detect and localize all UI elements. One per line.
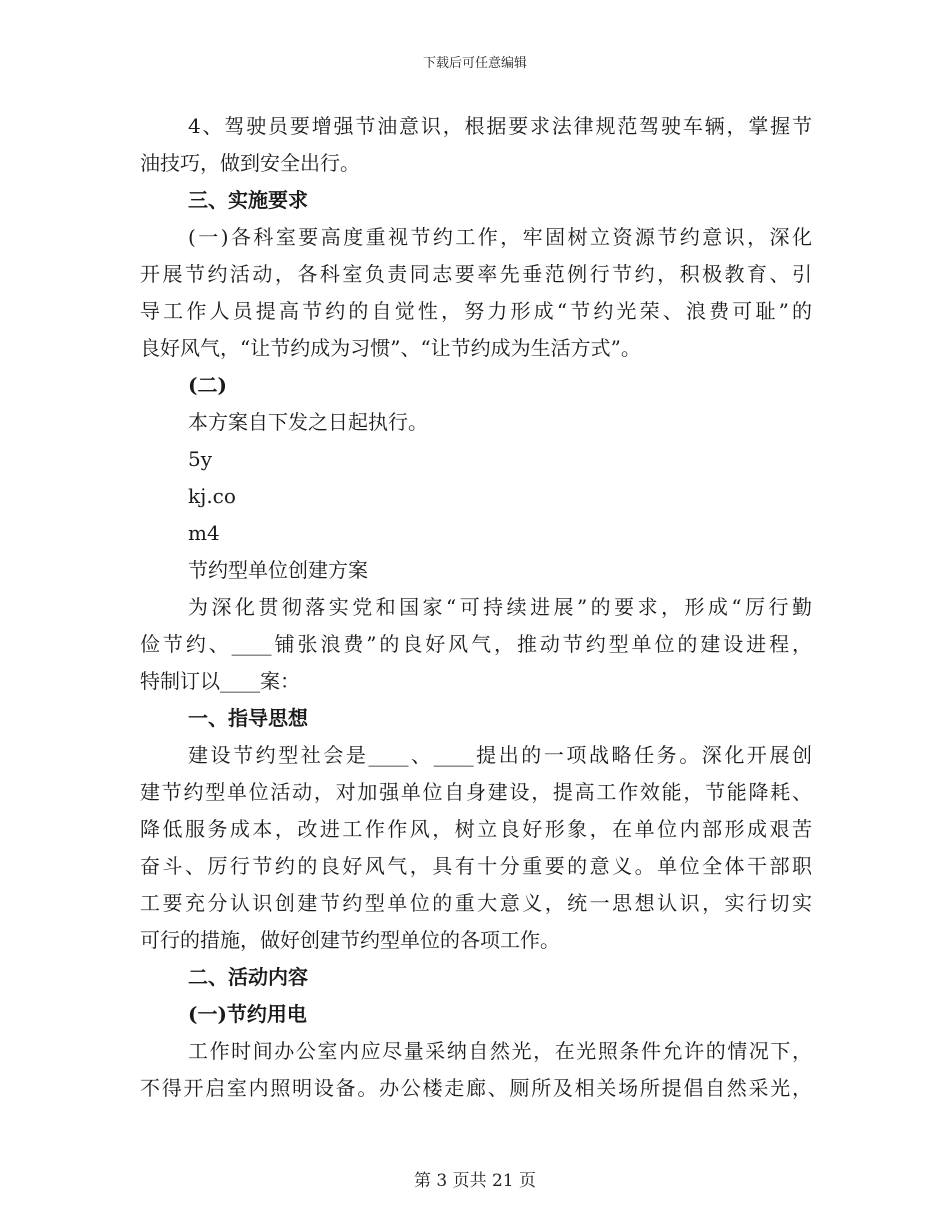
page-footer: 第 3 页共 21 页 bbox=[413, 1171, 537, 1191]
paragraph-line: 导工作人员提高节约的自觉性，努力形成“节约光荣、浪费可耻”的 bbox=[140, 299, 812, 323]
subsection-heading: (一)节约用电 bbox=[188, 1002, 307, 1026]
paragraph-line: 可行的措施，做好创建节约型单位的各项工作。 bbox=[140, 928, 560, 952]
document-title: 节约型单位创建方案 bbox=[188, 558, 368, 582]
paragraph-line: 工作时间办公室内应尽量采纳自然光，在光照条件允许的情况下， bbox=[188, 1039, 812, 1063]
paragraph-line: 工要充分认识创建节约型单位的重大意义，统一思想认识，实行切实 bbox=[140, 891, 812, 915]
paragraph-line: 奋斗、厉行节约的良好风气，具有十分重要的意义。单位全体干部职 bbox=[140, 854, 812, 878]
document-body bbox=[140, 108, 812, 1107]
paragraph-line: 4、驾驶员要增强节油意识，根据要求法律规范驾驶车辆，掌握节 bbox=[188, 114, 812, 138]
subsection-heading: (二) bbox=[188, 373, 227, 397]
paragraph-line: 建设节约型社会是____、____提出的一项战略任务。深化开展创 bbox=[188, 743, 812, 767]
paragraph-line: 本方案自下发之日起执行。 bbox=[188, 410, 428, 434]
section-heading: 三、实施要求 bbox=[188, 188, 308, 212]
section-heading: 一、指导思想 bbox=[188, 706, 308, 730]
page-header: 下载后可任意编辑 bbox=[422, 56, 527, 71]
stray-text: 5y bbox=[188, 447, 213, 471]
paragraph-line: 不得开启室内照明设备。办公楼走廊、厕所及相关场所提倡自然采光， bbox=[140, 1076, 812, 1100]
paragraph-line: 开展节约活动，各科室负责同志要率先垂范例行节约，积极教育、引 bbox=[140, 262, 812, 286]
paragraph-line: 特制订以____案： bbox=[140, 669, 300, 693]
stray-text: m4 bbox=[188, 521, 220, 545]
stray-text: kj.co bbox=[188, 484, 236, 508]
paragraph-line: 俭节约、____铺张浪费”的良好风气，推动节约型单位的建设进程， bbox=[140, 632, 812, 656]
paragraph-line: 油技巧，做到安全出行。 bbox=[140, 151, 360, 175]
paragraph-line: 良好风气，“让节约成为习惯”、“让节约成为生活方式”。 bbox=[140, 336, 641, 360]
paragraph-line: 建节约型单位活动，对加强单位自身建设，提高工作效能，节能降耗、 bbox=[140, 780, 812, 804]
paragraph-line: 为深化贯彻落实党和国家“可持续进展”的要求，形成“厉行勤 bbox=[188, 595, 812, 619]
section-heading: 二、活动内容 bbox=[188, 965, 308, 989]
paragraph-line: 降低服务成本，改进工作作风，树立良好形象，在单位内部形成艰苦 bbox=[140, 817, 812, 841]
paragraph-line: (一)各科室要高度重视节约工作，牢固树立资源节约意识，深化 bbox=[188, 225, 812, 249]
